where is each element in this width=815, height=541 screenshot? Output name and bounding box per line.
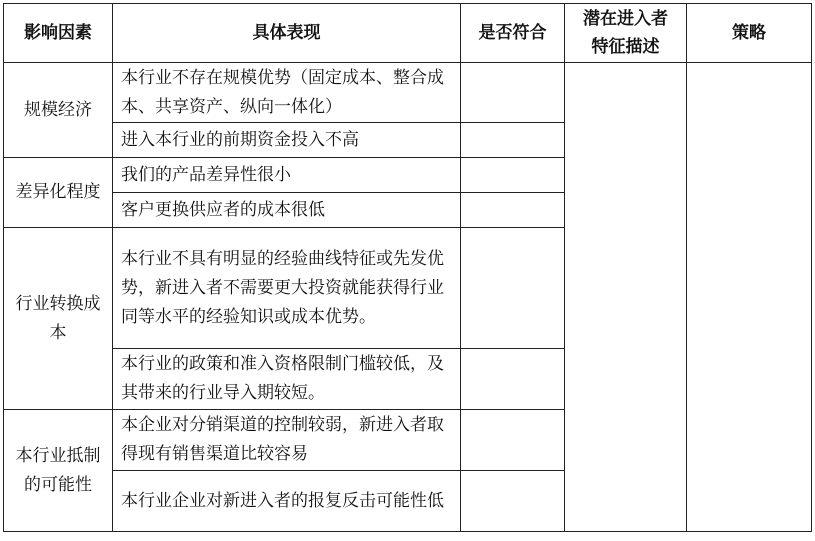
match-cell[interactable]	[461, 410, 565, 471]
factor-cell-resistance: 本行业抵制的可能性	[4, 410, 113, 532]
detail-cell: 本行业不存在规模优势（固定成本、整合成本、共享资产、纵向一体化）	[113, 63, 461, 123]
match-cell[interactable]	[461, 158, 565, 193]
table-row	[4, 63, 812, 123]
detail-cell: 进入本行业的前期资金投入不高	[113, 123, 461, 158]
potential-entrant-cell[interactable]	[565, 63, 687, 532]
match-cell[interactable]	[461, 63, 565, 123]
match-cell[interactable]	[461, 228, 565, 349]
match-cell[interactable]	[461, 349, 565, 410]
detail-cell: 本行业的政策和准入资格限制门槛较低，及其带来的行业导入期较短。	[113, 349, 461, 410]
factor-cell-switching-cost: 行业转换成本	[4, 228, 113, 410]
factor-cell-scale: 规模经济	[4, 63, 113, 158]
entry-barrier-table	[3, 3, 812, 532]
detail-cell: 本企业对分销渠道的控制较弱，新进入者取得现有销售渠道比较容易	[113, 410, 461, 471]
strategy-cell[interactable]	[687, 63, 812, 532]
detail-cell: 客户更换供应者的成本很低	[113, 193, 461, 228]
header-detail: 具体表现	[113, 4, 461, 63]
header-potential-entrant: 潜在进入者特征描述	[565, 4, 687, 63]
header-factor: 影响因素	[4, 4, 113, 63]
detail-cell: 本行业企业对新进入者的报复反击可能性低	[113, 471, 461, 532]
detail-cell: 本行业不具有明显的经验曲线特征或先发优势，新进入者不需要更大投资就能获得行业同等水平的经验知识或成本优势。	[113, 228, 461, 349]
match-cell[interactable]	[461, 471, 565, 532]
header-row	[4, 4, 812, 63]
match-cell[interactable]	[461, 193, 565, 228]
header-match: 是否符合	[461, 4, 565, 63]
factor-cell-differentiation: 差异化程度	[4, 158, 113, 228]
detail-cell: 我们的产品差异性很小	[113, 158, 461, 193]
match-cell[interactable]	[461, 123, 565, 158]
header-strategy: 策略	[687, 4, 812, 63]
